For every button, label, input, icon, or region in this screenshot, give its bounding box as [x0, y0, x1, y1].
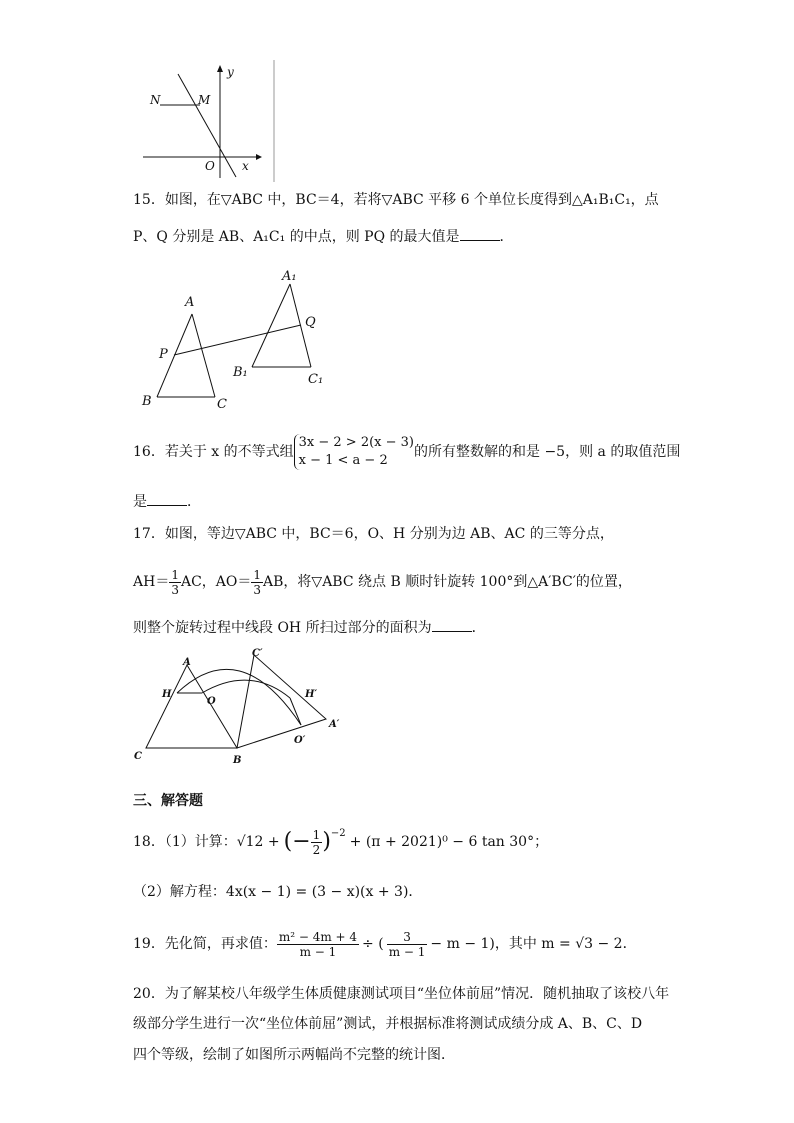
q17-ab: AB，将▽ABC 绕点 B 顺时针旋转 100°到△A′BC′的位置，: [263, 574, 632, 590]
q16-text: 是: [133, 494, 147, 510]
label-h: H: [162, 689, 172, 700]
q16-inequality-2: x − 1 < a − 2: [298, 453, 388, 468]
label-h-prime: H′: [305, 689, 318, 700]
label-c-prime: C′: [252, 648, 263, 659]
q16-pre: 16．若关于 x 的不等式组: [133, 444, 294, 460]
label-o: O: [205, 159, 215, 173]
side-ac: [192, 314, 215, 397]
triangle-a-prime-bc-prime: [237, 655, 326, 748]
label-o: O: [207, 696, 216, 707]
label-a-prime: A′: [329, 719, 340, 730]
q17-ac: AC，AO＝: [180, 574, 252, 590]
label-x: x: [242, 159, 249, 173]
label-a: A: [185, 295, 195, 310]
q17-line-2: [133, 562, 632, 602]
q16-inequality-1: 3x − 2 > 2(x − 3): [298, 435, 414, 450]
q17-end: ．: [471, 620, 486, 636]
q18-exponent: −2: [330, 828, 346, 839]
q18-prefix: 18．（1）计算：√12 +: [133, 834, 280, 850]
q17-fraction-2: $\frac{1}{3}$: [253, 567, 262, 597]
segment-pq: [174, 325, 301, 355]
label-p: P: [159, 347, 168, 362]
q16-line-2: [133, 492, 201, 512]
q17-answer-blank: [432, 618, 472, 632]
label-b: B: [142, 394, 152, 409]
q19-divide: ÷ (: [362, 936, 384, 952]
q17-text: 则整个旋转过程中线段 OH 所扫过部分的面积为: [133, 620, 432, 636]
q16-end: ．: [187, 494, 201, 510]
arc-outer: [177, 669, 301, 725]
q19-prefix: 19．先化简，再求值：: [133, 936, 277, 952]
x-axis-arrow: [256, 154, 262, 160]
q20-line-3: 四个等级，绘制了如图所示两幅尚不完整的统计图．: [133, 1047, 455, 1063]
q16-post: 的所有整数解的和是 −5，则 a 的取值范围: [414, 444, 681, 460]
label-y: y: [227, 65, 234, 79]
q15-line-2: [133, 227, 514, 247]
figure-15-triangles: [135, 262, 345, 414]
label-c: C: [217, 397, 227, 412]
q16-answer-blank: [147, 492, 187, 506]
q18-paren-close: ): [322, 829, 331, 854]
q15-end: ．: [499, 229, 514, 245]
figure-17-rotation: [130, 645, 350, 773]
q17-ah: AH＝: [133, 574, 170, 590]
label-n: N: [150, 93, 161, 107]
q19-fraction-1: $\frac{\text{m² − 4m + 4}}{m - 1}$: [278, 929, 358, 959]
q19-line: [133, 922, 637, 966]
y-axis-arrow: [217, 65, 223, 72]
q18-paren-open: (−: [283, 829, 311, 854]
side-a1b1: [252, 284, 290, 367]
q18-rest: + (π + 2021)⁰ − 6 tan 30°；: [349, 834, 549, 850]
q17-line-1: 17．如图，等边▽ABC 中，BC＝6，O、H 分别为边 AB、AC 的三等分点，: [133, 526, 614, 542]
q16-line-1: [133, 432, 680, 472]
label-c: C: [134, 751, 142, 762]
q20-line-2: 级部分学生进行一次“坐位体前屈”测试，并根据标准将测试成绩分成 A、B、C、D: [133, 1016, 643, 1032]
label-c1: C₁: [308, 372, 324, 387]
label-a: A: [183, 657, 191, 668]
q17-fraction-1: $\frac{1}{3}$: [171, 567, 179, 597]
label-b1: B₁: [233, 365, 248, 380]
q15-text: P、Q 分别是 AB、A₁C₁ 的中点，则 PQ 的最大值是: [133, 229, 460, 245]
figure-14-coordinate-sketch: [138, 60, 288, 185]
q18-fraction: $\frac{1}{2}$: [312, 827, 321, 857]
q15-line-1: 15．如图，在▽ABC 中，BC＝4，若将▽ABC 平移 6 个单位长度得到△A₁B₁C₁，点: [133, 192, 659, 208]
label-m: M: [198, 93, 211, 107]
q19-fraction-2: $\frac{3}{m - 1}$: [388, 929, 426, 959]
q18-line-1: [133, 820, 548, 864]
q18-line-2: （2）解方程：4x(x − 1) = (3 − x)(x + 3)．: [133, 884, 423, 900]
q15-answer-blank: [460, 227, 500, 241]
label-b: B: [233, 755, 242, 766]
q20-line-1: 20．为了解某校八年级学生体质健康测试项目“坐位体前屈”情况．随机抽取了该校八年: [133, 986, 670, 1002]
section-title-answers: 三、解答题: [133, 793, 203, 809]
label-o-prime: O′: [294, 735, 306, 746]
label-q: Q: [305, 315, 316, 330]
triangle-abc: [146, 665, 237, 748]
q17-line-3: [133, 618, 486, 638]
q16-inequality-system: [294, 434, 414, 470]
label-a1: A₁: [282, 269, 297, 284]
q19-rest: − m − 1)，其中 m = √3 − 2．: [430, 936, 637, 952]
